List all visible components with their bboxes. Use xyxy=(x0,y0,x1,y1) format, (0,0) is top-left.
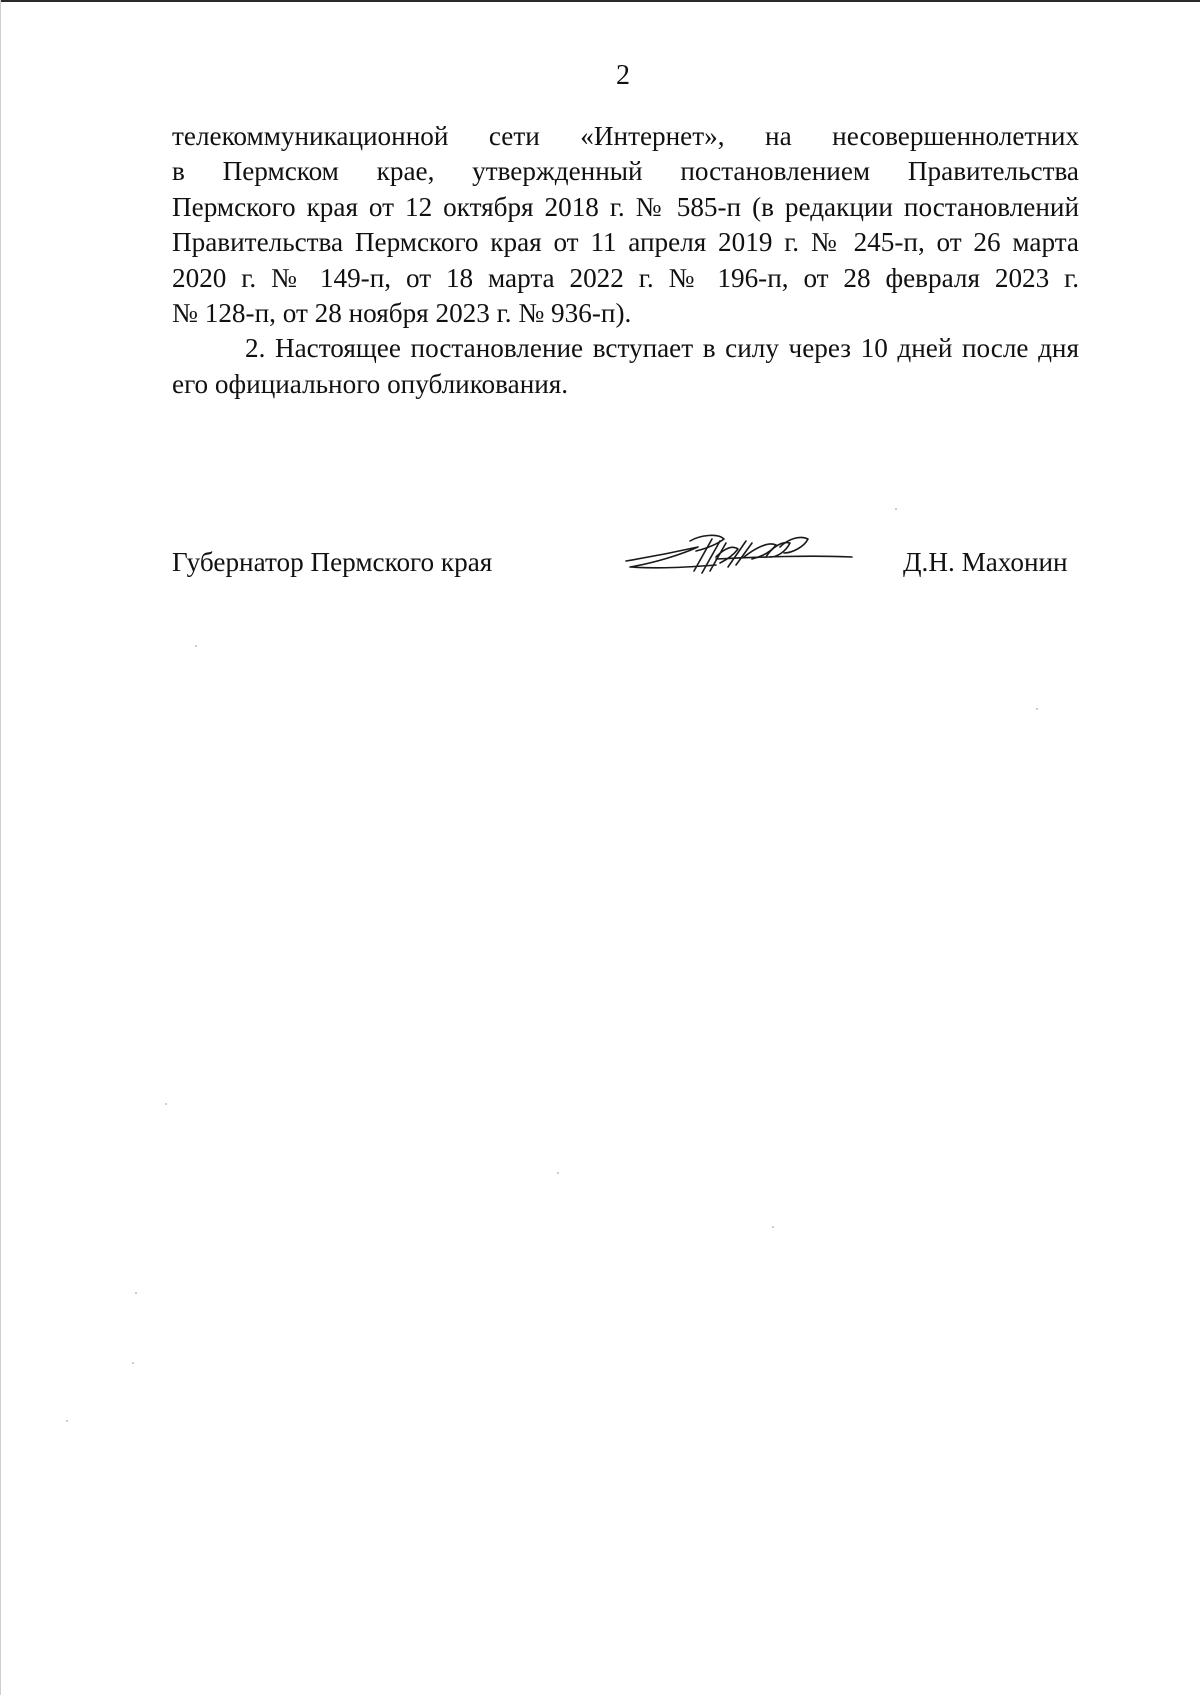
handwritten-signature xyxy=(620,527,860,587)
paragraph-1-line-3: Пермского края от 12 октября 2018 г. № 585-п (в редакции постановлений xyxy=(172,191,1079,222)
paragraph-1 xyxy=(172,119,1079,331)
scan-speck xyxy=(772,1226,774,1228)
paragraph-1-line-5: 2020 г. № 149-п, от 18 марта 2022 г. № 196-п, от 28 февраля 2023 г. xyxy=(172,262,1079,293)
paragraph-1-line-2: в Пермском крае, утвержденный постановлением Правительства xyxy=(172,156,1079,187)
document-body xyxy=(172,119,1079,402)
signatory-name: Д.Н. Махонин xyxy=(903,547,1068,577)
paragraph-1-line-1: телекоммуникационной сети «Интернет», на несовершеннолетних xyxy=(172,121,1079,151)
scan-left-border xyxy=(0,0,1,1695)
scan-speck xyxy=(195,645,197,647)
scan-speck xyxy=(165,1103,167,1105)
scan-speck xyxy=(66,1420,68,1422)
paragraph-1-line-6: № 128-п, от 28 ноября 2023 г. № 936-п). xyxy=(172,298,632,329)
scan-speck xyxy=(895,508,897,510)
paragraph-2 xyxy=(172,331,1079,402)
scan-speck xyxy=(557,1172,559,1174)
scan-speck xyxy=(135,1292,137,1294)
scan-speck xyxy=(1036,708,1038,710)
paragraph-1-line-4: Правительства Пермского края от 11 апреля 2019 г. № 245-п, от 26 марта xyxy=(172,227,1079,258)
paragraph-2-line-2: его официального опубликования. xyxy=(172,368,569,399)
scan-top-border xyxy=(0,0,1200,2)
page-number: 2 xyxy=(616,60,630,91)
signature-block xyxy=(0,547,1200,587)
signatory-title: Губернатор Пермского края xyxy=(172,547,493,577)
scan-speck xyxy=(132,1362,134,1364)
paragraph-2-line-1: 2. Настоящее постановление вступает в силу через 10 дней после дня xyxy=(245,333,1079,364)
